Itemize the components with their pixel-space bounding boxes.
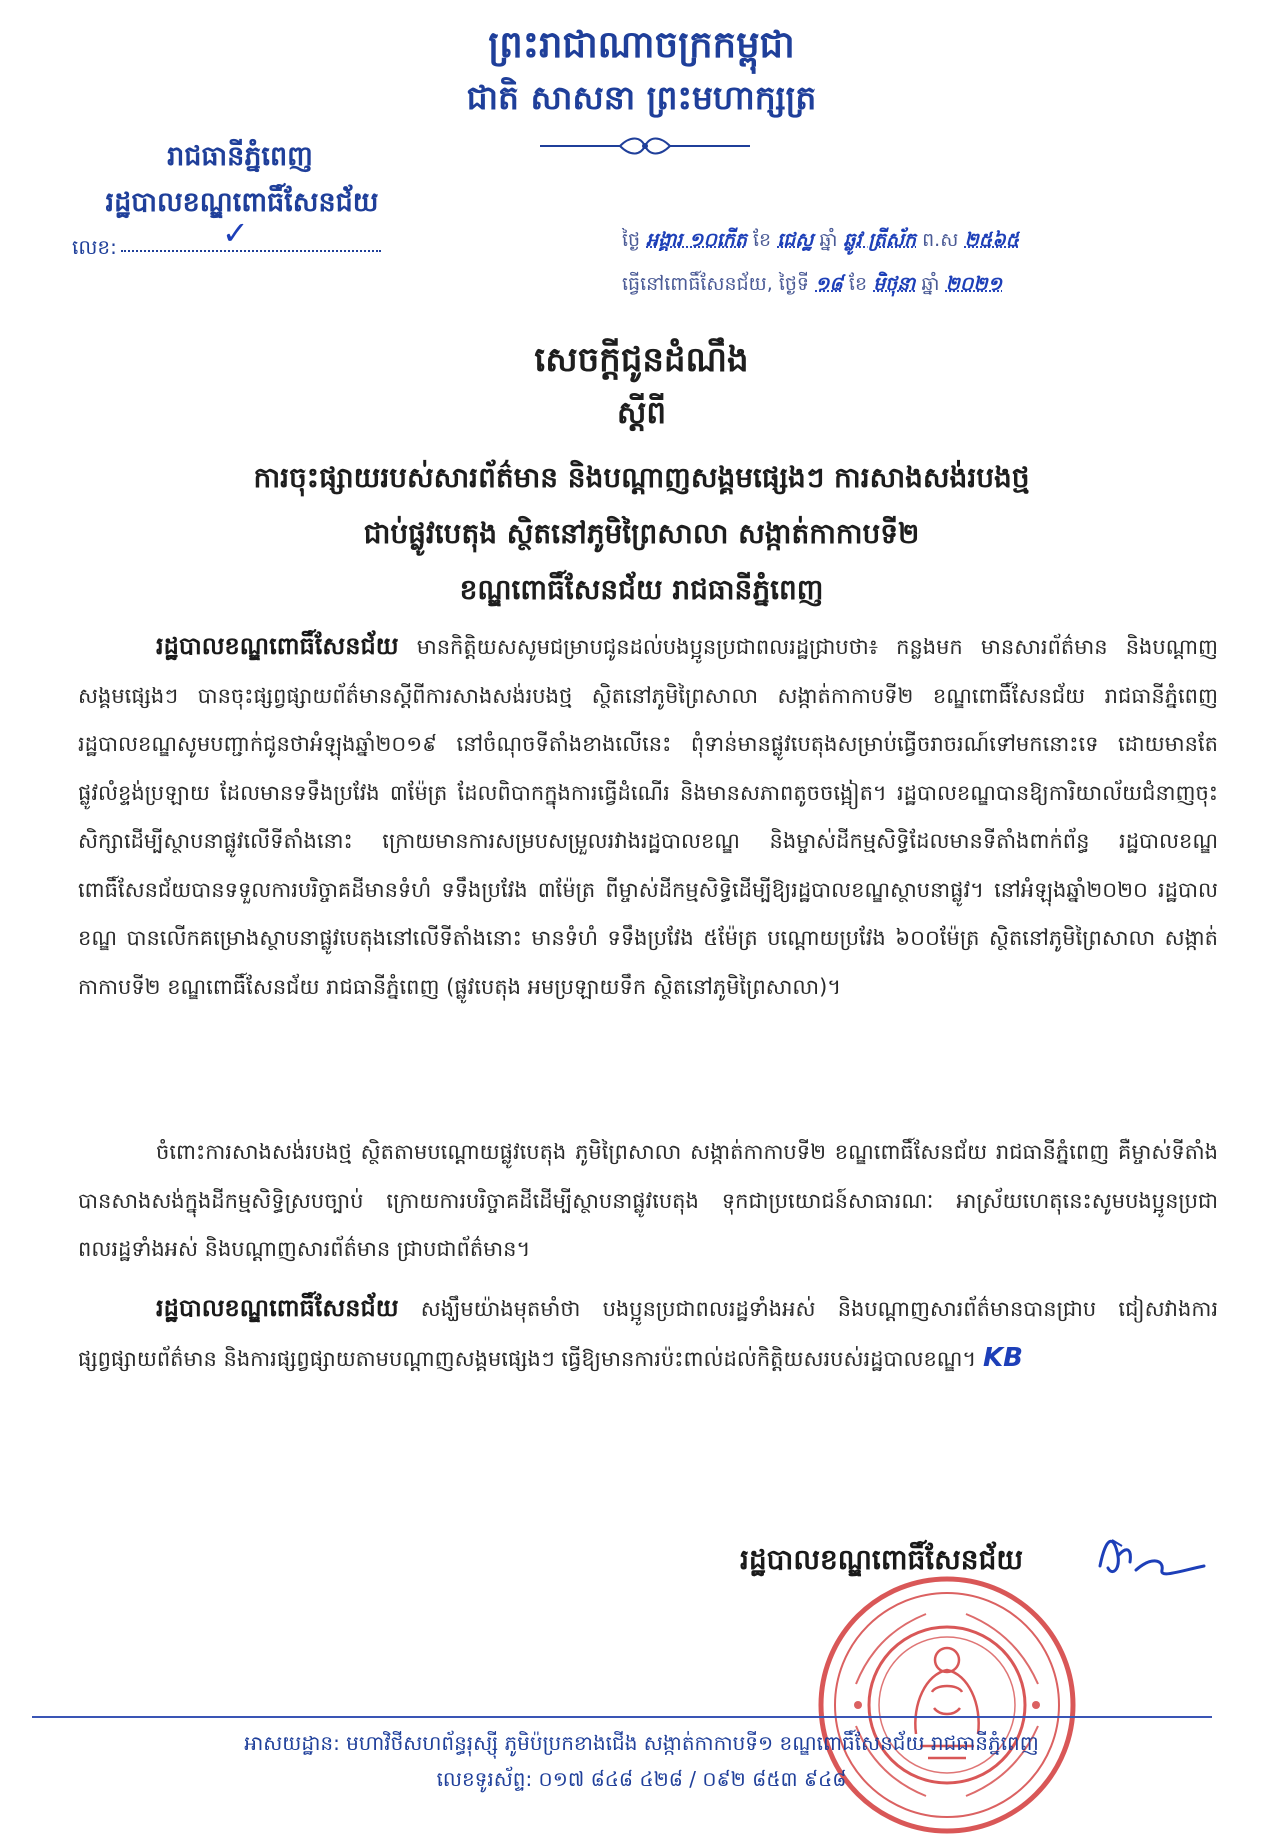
signatory-title: រដ្ឋបាលខណ្ឌពោធិ៍សែនជ័យ (740, 1543, 1024, 1576)
handwritten-signature-icon (1092, 1526, 1212, 1586)
paragraph-1 (78, 622, 1218, 1011)
footer-phone: លេខទូរស័ព្ទ: ០១៧ ៨៤៨ ៤២៨ / ០៩២ ៨៥៣ ៩៤៨ (436, 1767, 847, 1791)
footer-divider (32, 1716, 1212, 1718)
paragraph-3-text: សង្ឃឹមយ៉ាងមុតមាំថា បងប្អូនប្រជាពលរដ្ឋទាំងអស់ និងបណ្តាញសារព័ត៌មានបានជ្រាប ជៀសវាងការផ្សព្វផ្សាយព័ត៌មាន និងការផ្សព្វផ្សាយតាមបណ្តាញសង្គមផ្សេងៗ ធ្វើឱ្យមានការប៉ះពាល់ដល់កិត្តិយសរបស់រដ្ឋបាលខណ្ឌ។ (78, 1297, 1218, 1371)
national-motto: ជាតិ សាសនា ព្រះមហាក្សត្រ (466, 78, 817, 117)
checkmark-icon: ✓ (222, 214, 249, 252)
kingdom-heading: ព្រះរាជាណាចក្រកម្ពុជា (488, 23, 795, 66)
era-label: ព.ស (922, 229, 959, 251)
paragraph-2 (78, 1128, 1218, 1274)
subject-line-1: ការចុះផ្សាយរបស់សារព័ត៌មាន និងបណ្តាញសង្គមផ្សេងៗ ការសាងសង់របងថ្ម (253, 461, 1030, 494)
reference-label: លេខ: (72, 235, 117, 259)
about-label: ស្តីពី (616, 395, 667, 431)
issuer-office: រដ្ឋបាលខណ្ឌពោធិ៍សែនជ័យ (105, 187, 379, 218)
lunar-day-label: ថ្ងៃ (622, 229, 641, 251)
lunar-year-label: ឆ្នាំ (819, 229, 838, 251)
day-label: ថ្ងៃទី (778, 273, 809, 295)
paragraph-2-text: ចំពោះការសាងសង់របងថ្ម ស្ថិតតាមបណ្តោយផ្លូវបេតុង ភូមិព្រៃសាលា សង្កាត់កាកាបទី២ ខណ្ឌពោធិ៍សែនជ័យ រាជធានីភ្នំពេញ គឺម្ចាស់ទីតាំងបានសាងសង់ក្នុងដីកម្មសិទ្ធិស្របច្បាប់ ក្រោយការបរិច្ចាគដីដើម្បីស្ថាបនាផ្លូវបេតុង ទុកជាប្រយោជន៍សាធារណៈ អាស្រ័យហេតុនេះសូមបងប្អូនប្រជាពលរដ្ឋទាំងអស់ និងបណ្តាញសារព័ត៌មាន ជ្រាបជាព័ត៌មាន។ (78, 1140, 1218, 1261)
lunar-date-line (622, 228, 1232, 256)
subject-line-3: ខណ្ឌពោធិ៍សែនជ័យ រាជធានីភ្នំពេញ (459, 573, 824, 606)
year-value: ២០២១ (945, 273, 1003, 295)
reference-dotted-line (121, 246, 381, 252)
issuer-city: រាជធានីភ្នំពេញ (167, 141, 313, 172)
handwritten-initials: KB (982, 1342, 1023, 1373)
month-label: ខែ (848, 273, 868, 295)
paragraph-3-lead: រដ្ឋបាលខណ្ឌពោធិ៍សែនជ័យ (156, 1294, 399, 1322)
subject-line-2: ជាប់ផ្លូវបេតុង ស្ថិតនៅភូមិព្រៃសាលា សង្កាត់កាកាបទី២ (363, 517, 920, 550)
lunar-year-value: ឆ្លូវ ត្រីស័ក (843, 229, 917, 251)
footer-address: អាសយដ្ឋាន: មហាវិថីសហព័ន្ធរុស្ស៊ី ភូមិប៉ប្រកខាងជើង សង្កាត់កាកាបទី១ ខណ្ឌពោធិ៍សែនជ័យ រាជធានីភ្នំពេញ (244, 1731, 1039, 1755)
lunar-month-value: ជេស្ឋ (777, 229, 814, 251)
lunar-day-value: អង្គារ ១០កើត (646, 229, 747, 251)
paragraph-3 (78, 1284, 1218, 1383)
paragraph-1-text: មានកិត្តិយសសូមជម្រាបជូនដល់បងប្អូនប្រជាពលរដ្ឋជ្រាបថា៖ កន្លងមក មានសារព័ត៌មាន និងបណ្តាញសង្គមផ្សេងៗ បានចុះផ្សព្វផ្សាយព័ត៌មានស្តីពីការសាងសង់របងថ្ម ស្ថិតនៅភូមិព្រៃសាលា សង្កាត់កាកាបទី២ ខណ្ឌពោធិ៍សែនជ័យ រាជធានីភ្នំពេញ រដ្ឋបាលខណ្ឌសូមបញ្ជាក់ជូនថាអំឡុងឆ្នាំ២០១៩ នៅចំណុចទីតាំងខាងលើនេះ ពុំទាន់មានផ្លូវបេតុងសម្រាប់ធ្វើចរាចរណ៍ទៅមកនោះទេ ដោយមានតែផ្លូវលំខ្ទង់ប្រឡាយ ដែលមានទទឹងប្រវែង ៣ម៉ែត្រ ដែលពិបាកក្នុងការធ្វើដំណើរ និងមានសភាពតូចចង្អៀត។ រដ្ឋបាលខណ្ឌបានឱ្យការិយាល័យជំនាញចុះសិក្សាដើម្បីស្ថាបនាផ្លូវលើទីតាំងនោះ ក្រោយមានការសម្របសម្រួលរវាងរដ្ឋបាលខណ្ឌ និងម្ចាស់ដីកម្មសិទ្ធិដែលមានទីតាំងពាក់ព័ន្ធ រដ្ឋបាលខណ្ឌពោធិ៍សែនជ័យបានទទួលការបរិច្ចាគដីមានទំហំ ទទឹងប្រវែង ៣ម៉ែត្រ ពីម្ចាស់ដីកម្មសិទ្ធិដើម្បីឱ្យរដ្ឋបាលខណ្ឌស្ថាបនាផ្លូវ។ នៅអំឡុងឆ្នាំ២០២០ រដ្ឋបាលខណ្ឌ បានលើកគម្រោងស្ថាបនាផ្លូវបេតុងនៅលើទីតាំងនោះ មានទំហំ ទទឹងប្រវែង ៥ម៉ែត្រ បណ្តោយប្រវែង ៦០០ម៉ែត្រ ស្ថិតនៅភូមិព្រៃសាលា សង្កាត់កាកាបទី២ ខណ្ឌពោធិ៍សែនជ័យ រាជធានីភ្នំពេញ (ផ្លូវបេតុង អមប្រឡាយទឹក ស្ថិតនៅភូមិព្រៃសាលា)។ (78, 635, 1218, 999)
month-value: មិថុនា (873, 273, 916, 295)
official-seal-icon (816, 1574, 1078, 1836)
ornament-divider-icon (540, 134, 750, 158)
subject-title (90, 450, 1193, 618)
lunar-month-label: ខែ (752, 229, 772, 251)
paragraph-1-lead: រដ្ឋបាលខណ្ឌពោធិ៍សែនជ័យ (156, 632, 399, 660)
document-type: សេចក្តីជូនដំណឹង (534, 340, 749, 380)
era-value: ២៥៦៥ (964, 229, 1020, 251)
day-value: ១៨ (815, 273, 843, 295)
made-at-label: ធ្វើនៅពោធិ៍សែនជ័យ, (622, 273, 773, 295)
year-label: ឆ្នាំ (921, 273, 940, 295)
made-at-date-line (622, 272, 1232, 300)
